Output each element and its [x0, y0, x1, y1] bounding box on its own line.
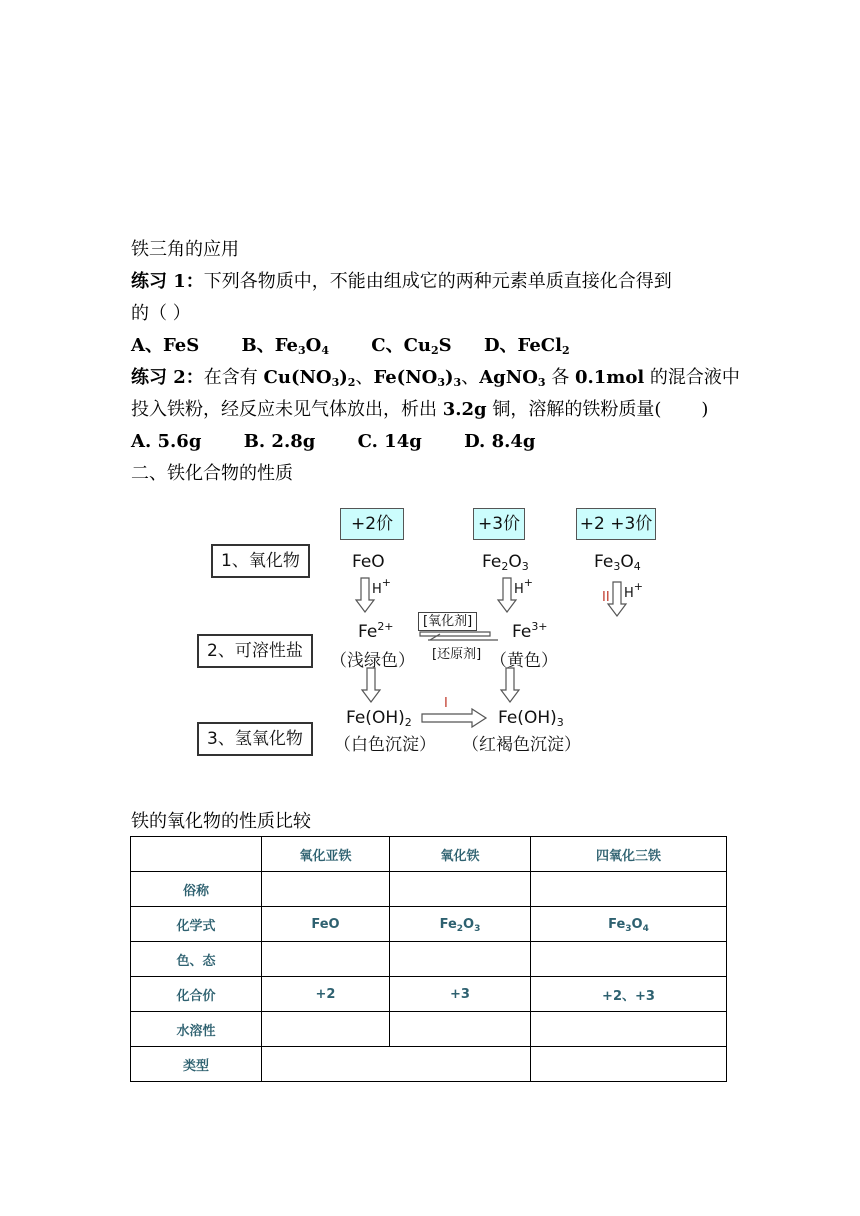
header-empty	[131, 837, 262, 872]
row-hydroxides: 3、氢氧化物	[197, 722, 313, 756]
oxide-comparison-table	[130, 836, 727, 1082]
oxidant-label: [氧化剂]	[418, 612, 477, 631]
table-row	[131, 942, 727, 977]
cell	[390, 942, 531, 977]
hydroxide-feoh3-color: （红褐色沉淀）	[462, 735, 581, 755]
cell	[390, 872, 531, 907]
acid-h-middle: H+	[514, 576, 533, 597]
table-row	[131, 1012, 727, 1047]
ion-fe3-color: （黄色）	[490, 651, 558, 671]
header-feo: 氧化亚铁	[262, 837, 390, 872]
acid-h-left: H+	[372, 576, 391, 597]
valence-plus3: +3价	[473, 508, 525, 540]
exercise2-line2: 投入铁粉，经反应未见气体放出，析出 3.2g 铜，溶解的铁粉质量( )	[131, 399, 709, 420]
row-label: 水溶性	[131, 1012, 262, 1047]
exercise1-question-line1: 下列各物质中，不能由组成它的两种元素单质直接化合得到	[203, 271, 672, 292]
hydroxide-feoh2: $Fe(OH)_2$	[346, 708, 412, 729]
exercise1-question-line2: 的（ ）	[131, 303, 191, 324]
row-label: 俗称	[131, 872, 262, 907]
ion-fe2: $Fe^{2+}$	[358, 620, 394, 642]
cell	[262, 1047, 531, 1082]
option-b: B、$Fe_3O_4$	[241, 335, 329, 357]
option-c: C. 14g	[357, 431, 422, 452]
ion-fe3: $Fe^{3+}$	[512, 620, 548, 642]
hydroxide-feoh2-color: （白色沉淀）	[334, 735, 436, 755]
exercise1-line1	[131, 270, 672, 294]
exercise1-options	[131, 334, 570, 358]
table-row	[131, 1047, 727, 1082]
valence-plus2: +2价	[340, 508, 404, 540]
cell-formula-fe3o4: $Fe_3O_4$	[531, 907, 727, 942]
table-header-row	[131, 837, 727, 872]
cell	[390, 1012, 531, 1047]
cell: +2	[262, 977, 390, 1012]
oxide-fe3o4: $Fe_3O_4$	[594, 552, 641, 573]
marker-i: I	[444, 696, 448, 711]
cell	[531, 1047, 727, 1082]
valence-mixed: +2 +3价	[576, 508, 656, 540]
exercise2-line1: 练习 2：在含有 $Cu(NO_3)_2$、$Fe(NO_3)_3$、AgNO$_3$ 各 0.1mol 的混合液中	[131, 367, 740, 389]
iron-compounds-diagram	[190, 500, 670, 760]
row-label: 色、态	[131, 942, 262, 977]
cell: +3	[390, 977, 531, 1012]
ion-fe2-color: （浅绿色）	[330, 651, 415, 671]
cell-formula-fe2o3: $Fe_2O_3$	[390, 907, 531, 942]
marker-ii: II	[602, 590, 610, 605]
option-d: D. 8.4g	[464, 431, 536, 452]
row-soluble-salts: 2、可溶性盐	[197, 634, 313, 668]
hydroxide-feoh3: $Fe(OH)_3$	[498, 708, 564, 729]
row-oxides: 1、氧化物	[211, 544, 310, 578]
acid-h-right: H+	[624, 580, 643, 601]
reductant-label: [还原剂]	[428, 646, 485, 663]
option-a: A. 5.6g	[131, 431, 202, 452]
oxide-feo: FeO	[352, 552, 385, 572]
cell	[531, 872, 727, 907]
exercise1-label: 练习 1：	[131, 271, 204, 292]
header-fe3o4: 四氧化三铁	[531, 837, 727, 872]
cell-formula-feo: FeO	[262, 907, 390, 942]
cell	[531, 1012, 727, 1047]
oxide-fe2o3: $Fe_2O_3$	[482, 552, 529, 573]
option-b: B. 2.8g	[243, 431, 316, 452]
cell	[262, 942, 390, 977]
row-label: 类型	[131, 1047, 262, 1082]
cell: +2、+3	[531, 977, 727, 1012]
exercise2-options	[131, 430, 536, 454]
table-row	[131, 872, 727, 907]
table-title: 铁的氧化物的性质比较	[131, 811, 311, 832]
option-c: C、$Cu_2S$	[371, 335, 452, 357]
cell	[531, 942, 727, 977]
row-label: 化学式	[131, 907, 262, 942]
table-row	[131, 907, 727, 942]
option-a: A、FeS	[131, 335, 200, 356]
cell	[262, 872, 390, 907]
table-row	[131, 977, 727, 1012]
row-label: 化合价	[131, 977, 262, 1012]
section-title: 铁三角的应用	[131, 239, 239, 260]
section2-title: 二、铁化合物的性质	[131, 463, 293, 484]
header-fe2o3: 氧化铁	[390, 837, 531, 872]
cell	[262, 1012, 390, 1047]
option-d: D、FeCl$_2$	[483, 335, 570, 357]
